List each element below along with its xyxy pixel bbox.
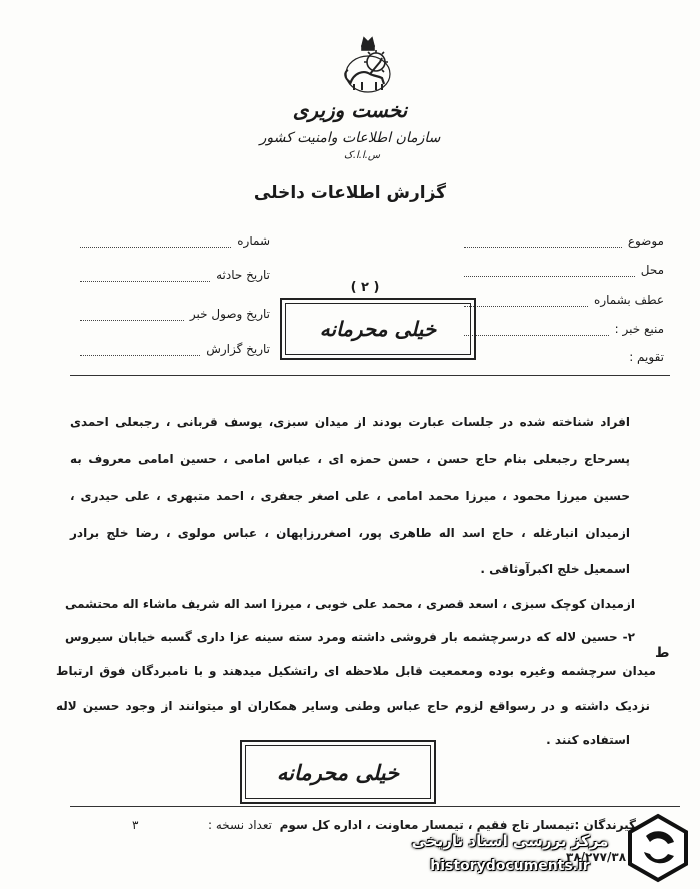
field-report-date xyxy=(80,338,270,356)
field-location xyxy=(464,259,664,277)
body-line: ازمیدان کوچک سبزی ، اسعد قصری ، محمد علی خوبی ، میرزا اسد اله شریف ماشاء اله محتشمی xyxy=(65,597,635,611)
field-incident-date xyxy=(80,264,270,282)
copies-value: ۳ xyxy=(132,818,139,832)
field-label: عطف بشماره xyxy=(594,293,664,307)
field-blank xyxy=(464,325,609,336)
ministry-name: نخست وزیری xyxy=(292,98,408,122)
stamp-text: خیلی محرمانه xyxy=(245,745,431,799)
field-blank xyxy=(464,296,588,307)
field-label: محل xyxy=(640,263,664,277)
body-line: نزدیک داشته و در رسواقع لزوم حاج عباس وطنی وسایر همکاران او میتوانند از وجود حسین لاله xyxy=(56,699,650,713)
field-receipt-date xyxy=(80,303,270,321)
stamp-text: خیلی محرمانه xyxy=(285,303,471,355)
field-reference-number xyxy=(464,289,664,307)
body-line: ازمیدان انبارغله ، حاج اسد اله طاهری پور، اصغررزاپهان ، عباس مولوی ، رضا خلج برادر xyxy=(70,526,630,540)
field-label: موضوع xyxy=(627,234,664,248)
field-label: منبع خبر : xyxy=(614,322,664,336)
report-title: گزارش اطلاعات داخلی xyxy=(253,183,447,203)
field-label: تاریخ حادثه xyxy=(216,268,270,282)
page-number: ( ۲ ) xyxy=(350,280,380,295)
field-label: تاریخ گزارش xyxy=(206,342,270,356)
divider xyxy=(70,806,680,807)
body-line: افراد شناخته شده در جلسات عبارت بودند از میدان سبزی، یوسف قربانی ، رجبعلی احمدی xyxy=(70,415,630,429)
body-line: استفاده کنند . xyxy=(546,733,630,747)
field-source xyxy=(464,318,664,336)
agency-code: س.ا.ا.ک xyxy=(343,150,381,161)
copies-count xyxy=(132,818,272,832)
agency-name: سازمان اطلاعات وامنیت کشور xyxy=(259,130,441,146)
field-blank xyxy=(80,345,200,356)
field-blank xyxy=(464,266,635,277)
field-blank xyxy=(80,310,184,321)
watermark-url: historydocuments.ir xyxy=(430,858,590,874)
body-line: حسین میرزا محمود ، میرزا محمد امامی ، علی اصغر جعفری ، احمد متبهری ، علی حیدری ، xyxy=(70,489,630,503)
field-subject xyxy=(464,230,664,248)
classification-stamp xyxy=(280,298,476,360)
document-reference: ۳۸/۲۷۷/۳۸ xyxy=(566,850,627,864)
body-line: میدان سرچشمه وغیره بوده ومعمعیت قابل ملاحظه ای راتشکیل میدهند و با نامبردگان فوق ارتباط xyxy=(56,664,656,678)
field-label: تقویم : xyxy=(629,350,664,364)
body-line: پسرحاج رجبعلی بنام حاج حسن ، حسن حمزه ای ، عباس امامی ، حسین امامی معروف به xyxy=(70,452,630,466)
margin-mark: ط xyxy=(655,645,670,661)
lion-and-sun-emblem-icon xyxy=(340,32,396,96)
copies-label: تعداد نسخه : xyxy=(207,818,272,832)
field-blank xyxy=(464,237,622,248)
field-number xyxy=(80,230,270,248)
divider xyxy=(70,375,670,376)
body-line: اسمعیل خلج اکبرآوثاقی . xyxy=(480,562,630,576)
body-line: ۲- حسین لاله که درسرچشمه بار فروشی داشته ومرد سته سینه عزا داری گسبه خیابان سیروس xyxy=(65,630,635,644)
field-blank xyxy=(80,237,231,248)
watermark-name: مرکز بررسی اسناد تاریخی xyxy=(411,832,609,850)
field-evaluation xyxy=(574,346,664,364)
field-blank xyxy=(80,271,210,282)
history-documents-logo-icon xyxy=(624,812,692,884)
field-label: تاریخ وصول خبر xyxy=(189,307,270,321)
recipients-line: گیرندگان :تیمسار تاج فقیم ، تیمسار معاونت ، اداره کل سوم xyxy=(279,818,636,832)
field-label: شماره xyxy=(237,234,270,248)
classification-stamp xyxy=(240,740,436,804)
